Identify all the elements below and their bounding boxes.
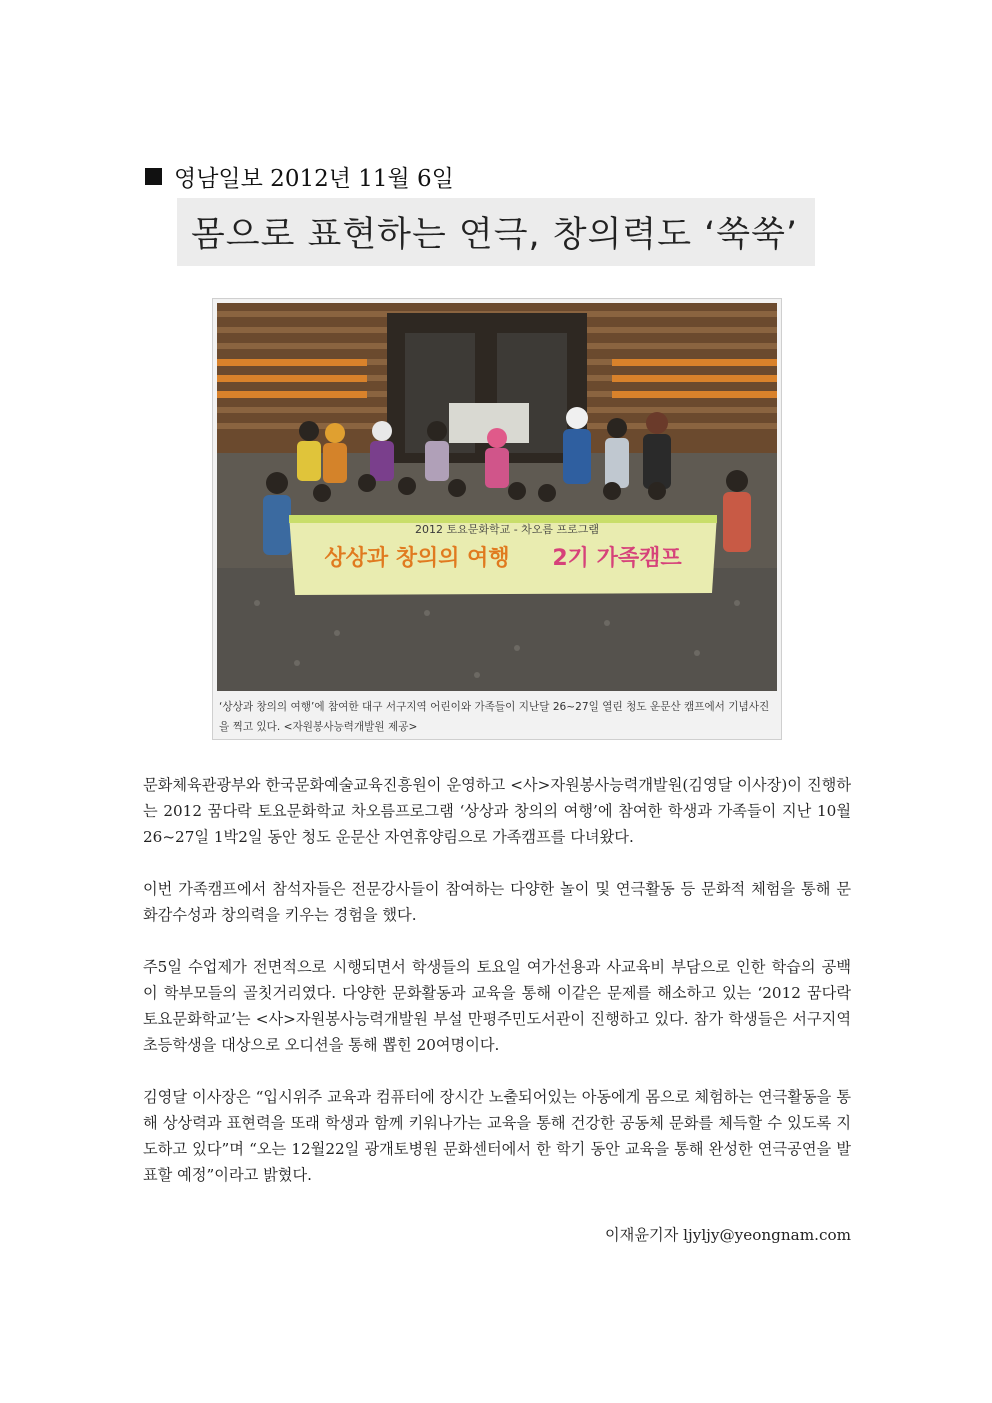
banner-main-b: 2기 가족캠프 — [552, 546, 682, 571]
source-text: 영남일보 2012년 11월 6일 — [174, 166, 454, 192]
photo-caption: ‘상상과 창의의 여행’에 참여한 대구 서구지역 어린이와 가족들이 지난달 26~27일 열린 청도 운문산 캠프에서 기념사진을 찍고 있다. <자원봉사능력개발원 제공> — [219, 701, 770, 733]
group-photo — [217, 303, 777, 691]
photo-frame — [212, 298, 782, 740]
banner-main-a: 상상과 창의의 여행 — [324, 546, 510, 571]
source-line — [145, 160, 454, 193]
group-photo-illustration — [217, 303, 777, 691]
headline: 몸으로 표현하는 연극, 창의력도 ‘쑥쑥’ — [191, 215, 799, 255]
article-paragraph: 이번 가족캠프에서 참석자들은 전문강사들이 참여하는 다양한 놀이 및 연극활동 등 문화적 체험을 통해 문화감수성과 창의력을 키우는 경험을 했다. — [143, 880, 851, 924]
article-paragraph: 문화체육관광부와 한국문화예술교육진흥원이 운영하고 <사>자원봉사능력개발원(김영달 이사장)이 진행하는 2012 꿈다락 토요문화학교 차오름프로그램 ‘상상과 창의의 여행’에 참여한 학생과 가족들이 지난 10월26~27일 1박2일 동안 청도 운문산 자연휴양림으로 가족캠프를 다녀왔다. — [143, 776, 851, 846]
banner-top-text: 2012 토요문화학교 - 차오름 프로그램 — [414, 523, 600, 536]
headline-box — [177, 198, 815, 266]
square-bullet-icon — [145, 168, 162, 185]
article-paragraph: 김영달 이사장은 “입시위주 교육과 컴퓨터에 장시간 노출되어있는 아동에게 몸으로 체험하는 연극활동을 통해 상상력과 표현력을 또래 학생과 함께 키워나가는 교육을 통해 건강한 공동체 문화를 체득할 수 있도록 지도하고 있다”며 “오는 12월22일 광개토병원 문화센터에서 한 학기 동안 교육을 통해 완성한 연극공연을 발표할 예정”이라고 밝혔다. — [143, 1088, 851, 1184]
article-body — [143, 772, 851, 1214]
byline: 이재윤기자 ljyljy@yeongnam.com — [605, 1226, 851, 1244]
article-paragraph: 주5일 수업제가 전면적으로 시행되면서 학생들의 토요일 여가선용과 사교육비 부담으로 인한 학습의 공백이 학부모들의 골칫거리였다. 다양한 문화활동과 교육을 통해 이같은 문제를 해소하고 있는 ‘2012 꿈다락 토요문화학교’는 <사>자원봉사능력개발원 부설 만평주민도서관이 진행하고 있다. 참가 학생들은 서구지역 초등학생을 대상으로 오디션을 통해 뽑힌 20여명이다. — [143, 958, 851, 1054]
